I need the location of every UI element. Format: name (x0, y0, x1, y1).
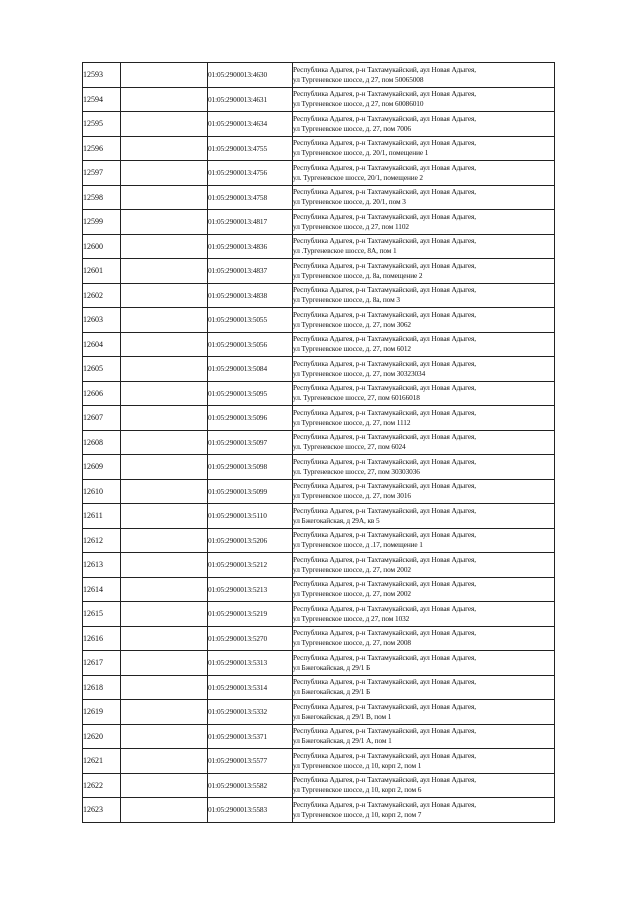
address-cell (293, 479, 555, 504)
cadastral-number-cell: 01:05:2900013:4755 (208, 136, 293, 161)
cadastral-number-cell: 01:05:2900013:4758 (208, 185, 293, 210)
empty-cell (121, 381, 208, 406)
address-line-2: ул Тургеневское шоссе, д 10, корп 2, пом 7 (293, 809, 422, 819)
address-line-2: ул. Тургеневское шоссе, 27, пом 6024 (293, 442, 406, 452)
cadastral-number-cell: 01:05:2900013:5095 (208, 381, 293, 406)
address-line-1: Республика Адыгея, р-н Тахтамукайский, аул Новая Адыгея, (293, 456, 477, 466)
address-cell (293, 553, 555, 578)
cadastral-number-cell: 01:05:2900013:4634 (208, 112, 293, 137)
address-line-2: ул Тургеневское шоссе, д. 27, пом 2002 (293, 589, 411, 599)
address-line-1: Республика Адыгея, р-н Тахтамукайский, аул Новая Адыгея, (293, 407, 477, 417)
empty-cell (121, 185, 208, 210)
address-cell (293, 798, 555, 823)
cadastral-number-cell: 01:05:2900013:5583 (208, 798, 293, 823)
empty-cell (121, 504, 208, 529)
row-number-cell: 12610 (83, 479, 121, 504)
address-line-1: Республика Адыгея, р-н Тахтамукайский, аул Новая Адыгея, (293, 211, 477, 221)
address-line-1: Республика Адыгея, р-н Тахтамукайский, аул Новая Адыгея, (293, 726, 477, 736)
table-row (83, 455, 555, 480)
address-cell (293, 700, 555, 725)
table-row (83, 406, 555, 431)
address-line-1: Республика Адыгея, р-н Тахтамукайский, аул Новая Адыгея, (293, 187, 477, 197)
empty-cell (121, 234, 208, 259)
empty-cell (121, 602, 208, 627)
address-line-2: ул. Тургеневское шоссе, 27, пом 30303036 (293, 466, 420, 476)
address-cell (293, 455, 555, 480)
table-row (83, 430, 555, 455)
cadastral-number-cell: 01:05:2900013:5577 (208, 749, 293, 774)
address-cell (293, 87, 555, 112)
empty-cell (121, 479, 208, 504)
empty-cell (121, 63, 208, 88)
registry-table-body (83, 63, 555, 823)
table-row (83, 259, 555, 284)
cadastral-number-cell: 01:05:2900013:5096 (208, 406, 293, 431)
address-line-2: ул Тургеневское шоссе, д. 27, пом 2008 (293, 638, 411, 648)
cadastral-number-cell: 01:05:2900013:4630 (208, 63, 293, 88)
address-cell (293, 773, 555, 798)
cadastral-number-cell: 01:05:2900013:5098 (208, 455, 293, 480)
address-cell (293, 675, 555, 700)
row-number-cell: 12596 (83, 136, 121, 161)
empty-cell (121, 773, 208, 798)
address-cell (293, 651, 555, 676)
address-cell (293, 577, 555, 602)
address-line-1: Республика Адыгея, р-н Тахтамукайский, аул Новая Адыгея, (293, 505, 477, 515)
cadastral-number-cell: 01:05:2900013:4836 (208, 234, 293, 259)
address-line-2: ул Бжегокайская, д 29/1 В, пом 1 (293, 711, 392, 721)
address-line-1: Республика Адыгея, р-н Тахтамукайский, аул Новая Адыгея, (293, 358, 477, 368)
empty-cell (121, 112, 208, 137)
cadastral-number-cell: 01:05:2900013:5084 (208, 357, 293, 382)
address-cell (293, 259, 555, 284)
table-row (83, 63, 555, 88)
empty-cell (121, 332, 208, 357)
row-number-cell: 12616 (83, 626, 121, 651)
address-cell (293, 357, 555, 382)
empty-cell (121, 357, 208, 382)
table-row (83, 308, 555, 333)
empty-cell (121, 724, 208, 749)
table-row (83, 504, 555, 529)
cadastral-number-cell: 01:05:2900013:5110 (208, 504, 293, 529)
table-row (83, 798, 555, 823)
address-line-1: Республика Адыгея, р-н Тахтамукайский, аул Новая Адыгея, (293, 113, 477, 123)
table-row (83, 332, 555, 357)
address-line-2: ул Тургеневское шоссе, д. 27, пом 6012 (293, 344, 411, 354)
address-cell (293, 283, 555, 308)
cadastral-number-cell: 01:05:2900013:5332 (208, 700, 293, 725)
empty-cell (121, 136, 208, 161)
cadastral-number-cell: 01:05:2900013:5371 (208, 724, 293, 749)
row-number-cell: 12594 (83, 87, 121, 112)
address-cell (293, 308, 555, 333)
address-line-1: Республика Адыгея, р-н Тахтамукайский, аул Новая Адыгея, (293, 799, 477, 809)
address-cell (293, 63, 555, 88)
address-line-1: Республика Адыгея, р-н Тахтамукайский, аул Новая Адыгея, (293, 432, 477, 442)
empty-cell (121, 749, 208, 774)
address-line-2: ул. Тургеневское шоссе, 27, пом 60166018 (293, 393, 420, 403)
row-number-cell: 12599 (83, 210, 121, 235)
address-line-2: ул Бжегокайская, д 29А, кв 5 (293, 515, 380, 525)
row-number-cell: 12593 (83, 63, 121, 88)
row-number-cell: 12622 (83, 773, 121, 798)
address-line-2: ул Тургеневское шоссе, д. 20/1, помещение 1 (293, 148, 429, 158)
table-row (83, 283, 555, 308)
cadastral-number-cell: 01:05:2900013:4756 (208, 161, 293, 186)
empty-cell (121, 430, 208, 455)
address-line-2: ул Тургеневское шоссе, д 27, пом 60086010 (293, 99, 424, 109)
table-row (83, 357, 555, 382)
row-number-cell: 12620 (83, 724, 121, 749)
address-line-2: ул Тургеневское шоссе, д. 27, пом 2002 (293, 564, 411, 574)
address-line-1: Республика Адыгея, р-н Тахтамукайский, аул Новая Адыгея, (293, 530, 477, 540)
cadastral-number-cell: 01:05:2900013:5055 (208, 308, 293, 333)
address-cell (293, 504, 555, 529)
cadastral-number-cell: 01:05:2900013:5582 (208, 773, 293, 798)
address-line-1: Республика Адыгея, р-н Тахтамукайский, аул Новая Адыгея, (293, 603, 477, 613)
table-row (83, 773, 555, 798)
table-row (83, 381, 555, 406)
address-line-2: ул Тургеневское шоссе, д 27, пом 1032 (293, 613, 410, 623)
address-line-1: Республика Адыгея, р-н Тахтамукайский, аул Новая Адыгея, (293, 677, 477, 687)
empty-cell (121, 406, 208, 431)
table-row (83, 749, 555, 774)
address-line-1: Республика Адыгея, р-н Тахтамукайский, аул Новая Адыгея, (293, 162, 477, 172)
address-cell (293, 626, 555, 651)
row-number-cell: 12600 (83, 234, 121, 259)
table-row (83, 602, 555, 627)
empty-cell (121, 626, 208, 651)
empty-cell (121, 651, 208, 676)
address-cell (293, 136, 555, 161)
address-line-2: ул Тургеневское шоссе, д .17, помещение 1 (293, 540, 423, 550)
address-line-2: ул Тургеневское шоссе, д 10, корп 2, пом 6 (293, 785, 422, 795)
cadastral-number-cell: 01:05:2900013:4817 (208, 210, 293, 235)
row-number-cell: 12615 (83, 602, 121, 627)
row-number-cell: 12609 (83, 455, 121, 480)
row-number-cell: 12597 (83, 161, 121, 186)
table-row (83, 675, 555, 700)
address-line-1: Республика Адыгея, р-н Тахтамукайский, аул Новая Адыгея, (293, 628, 477, 638)
row-number-cell: 12614 (83, 577, 121, 602)
row-number-cell: 12607 (83, 406, 121, 431)
row-number-cell: 12606 (83, 381, 121, 406)
table-row (83, 577, 555, 602)
cadastral-number-cell: 01:05:2900013:5206 (208, 528, 293, 553)
table-row (83, 479, 555, 504)
address-line-2: ул Тургеневское шоссе, д. 27, пом 30323034 (293, 368, 426, 378)
address-line-1: Республика Адыгея, р-н Тахтамукайский, аул Новая Адыгея, (293, 579, 477, 589)
address-line-2: ул .Тургеневское шоссе, 8А, пом 1 (293, 246, 397, 256)
row-number-cell: 12611 (83, 504, 121, 529)
address-line-2: ул. Тургеневское шоссе, 20/1, помещение 2 (293, 172, 423, 182)
cadastral-number-cell: 01:05:2900013:4837 (208, 259, 293, 284)
cadastral-number-cell: 01:05:2900013:5219 (208, 602, 293, 627)
empty-cell (121, 87, 208, 112)
address-line-2: ул Тургеневское шоссе, д. 27, пом 3016 (293, 491, 411, 501)
address-line-2: ул Тургеневское шоссе, д 10, корп 2, пом 1 (293, 760, 422, 770)
address-line-1: Республика Адыгея, р-н Тахтамукайский, аул Новая Адыгея, (293, 701, 477, 711)
row-number-cell: 12603 (83, 308, 121, 333)
cadastral-number-cell: 01:05:2900013:5313 (208, 651, 293, 676)
row-number-cell: 12602 (83, 283, 121, 308)
address-cell (293, 185, 555, 210)
cadastral-number-cell: 01:05:2900013:4838 (208, 283, 293, 308)
address-cell (293, 332, 555, 357)
table-row (83, 112, 555, 137)
address-line-1: Республика Адыгея, р-н Тахтамукайский, аул Новая Адыгея, (293, 285, 477, 295)
address-cell (293, 112, 555, 137)
address-line-2: ул Тургеневское шоссе, д 27, пом 50065008 (293, 74, 424, 84)
address-line-1: Республика Адыгея, р-н Тахтамукайский, аул Новая Адыгея, (293, 334, 477, 344)
table-row (83, 651, 555, 676)
address-line-1: Республика Адыгея, р-н Тахтамукайский, аул Новая Адыгея, (293, 775, 477, 785)
address-cell (293, 749, 555, 774)
address-cell (293, 724, 555, 749)
table-row (83, 136, 555, 161)
empty-cell (121, 259, 208, 284)
address-line-1: Республика Адыгея, р-н Тахтамукайский, аул Новая Адыгея, (293, 138, 477, 148)
empty-cell (121, 675, 208, 700)
row-number-cell: 12617 (83, 651, 121, 676)
empty-cell (121, 700, 208, 725)
row-number-cell: 12613 (83, 553, 121, 578)
address-line-2: ул Тургеневское шоссе, д 27, пом 1102 (293, 221, 409, 231)
cadastral-number-cell: 01:05:2900013:4631 (208, 87, 293, 112)
row-number-cell: 12604 (83, 332, 121, 357)
row-number-cell: 12601 (83, 259, 121, 284)
table-row (83, 161, 555, 186)
address-line-2: ул Бжегокайская, д 29/1 Б (293, 687, 371, 697)
cadastral-number-cell: 01:05:2900013:5212 (208, 553, 293, 578)
address-line-1: Республика Адыгея, р-н Тахтамукайский, аул Новая Адыгея, (293, 554, 477, 564)
address-line-1: Республика Адыгея, р-н Тахтамукайский, аул Новая Адыгея, (293, 750, 477, 760)
row-number-cell: 12608 (83, 430, 121, 455)
address-line-2: ул Тургеневское шоссе, д. 8а, пом 3 (293, 295, 400, 305)
address-cell (293, 528, 555, 553)
address-line-2: ул Бжегокайская, д 29/1 А, пом 1 (293, 736, 392, 746)
row-number-cell: 12612 (83, 528, 121, 553)
address-cell (293, 406, 555, 431)
address-cell (293, 430, 555, 455)
address-line-1: Республика Адыгея, р-н Тахтамукайский, аул Новая Адыгея, (293, 260, 477, 270)
address-cell (293, 234, 555, 259)
table-row (83, 210, 555, 235)
address-line-2: ул Тургеневское шоссе, д. 20/1, пом 3 (293, 197, 406, 207)
row-number-cell: 12623 (83, 798, 121, 823)
empty-cell (121, 553, 208, 578)
registry-table (82, 62, 555, 823)
cadastral-number-cell: 01:05:2900013:5056 (208, 332, 293, 357)
address-line-2: ул Тургеневское шоссе, д. 27, пом 3062 (293, 319, 411, 329)
empty-cell (121, 798, 208, 823)
row-number-cell: 12598 (83, 185, 121, 210)
address-line-1: Республика Адыгея, р-н Тахтамукайский, аул Новая Адыгея, (293, 236, 477, 246)
empty-cell (121, 455, 208, 480)
table-row (83, 87, 555, 112)
address-line-1: Республика Адыгея, р-н Тахтамукайский, аул Новая Адыгея, (293, 89, 477, 99)
address-line-2: ул Бжегокайская, д 29/1 Б (293, 662, 371, 672)
address-line-1: Республика Адыгея, р-н Тахтамукайский, аул Новая Адыгея, (293, 309, 477, 319)
address-line-2: ул Тургеневское шоссе, д. 27, пом 1112 (293, 417, 411, 427)
table-row (83, 528, 555, 553)
empty-cell (121, 528, 208, 553)
address-line-1: Республика Адыгея, р-н Тахтамукайский, аул Новая Адыгея, (293, 64, 477, 74)
address-line-2: ул Тургеневское шоссе, д. 8а, помещение 2 (293, 270, 423, 280)
address-cell (293, 210, 555, 235)
cadastral-number-cell: 01:05:2900013:5099 (208, 479, 293, 504)
row-number-cell: 12619 (83, 700, 121, 725)
table-row (83, 626, 555, 651)
row-number-cell: 12595 (83, 112, 121, 137)
cadastral-number-cell: 01:05:2900013:5097 (208, 430, 293, 455)
empty-cell (121, 161, 208, 186)
row-number-cell: 12621 (83, 749, 121, 774)
table-row (83, 553, 555, 578)
address-cell (293, 602, 555, 627)
row-number-cell: 12605 (83, 357, 121, 382)
table-row (83, 185, 555, 210)
empty-cell (121, 283, 208, 308)
address-cell (293, 381, 555, 406)
table-row (83, 234, 555, 259)
address-line-2: ул Тургеневское шоссе, д. 27, пом 7006 (293, 123, 411, 133)
address-line-1: Республика Адыгея, р-н Тахтамукайский, аул Новая Адыгея, (293, 481, 477, 491)
empty-cell (121, 577, 208, 602)
address-line-1: Республика Адыгея, р-н Тахтамукайский, аул Новая Адыгея, (293, 383, 477, 393)
address-line-1: Республика Адыгея, р-н Тахтамукайский, аул Новая Адыгея, (293, 652, 477, 662)
empty-cell (121, 210, 208, 235)
table-row (83, 700, 555, 725)
address-cell (293, 161, 555, 186)
cadastral-number-cell: 01:05:2900013:5213 (208, 577, 293, 602)
cadastral-number-cell: 01:05:2900013:5314 (208, 675, 293, 700)
row-number-cell: 12618 (83, 675, 121, 700)
empty-cell (121, 308, 208, 333)
cadastral-number-cell: 01:05:2900013:5270 (208, 626, 293, 651)
table-row (83, 724, 555, 749)
